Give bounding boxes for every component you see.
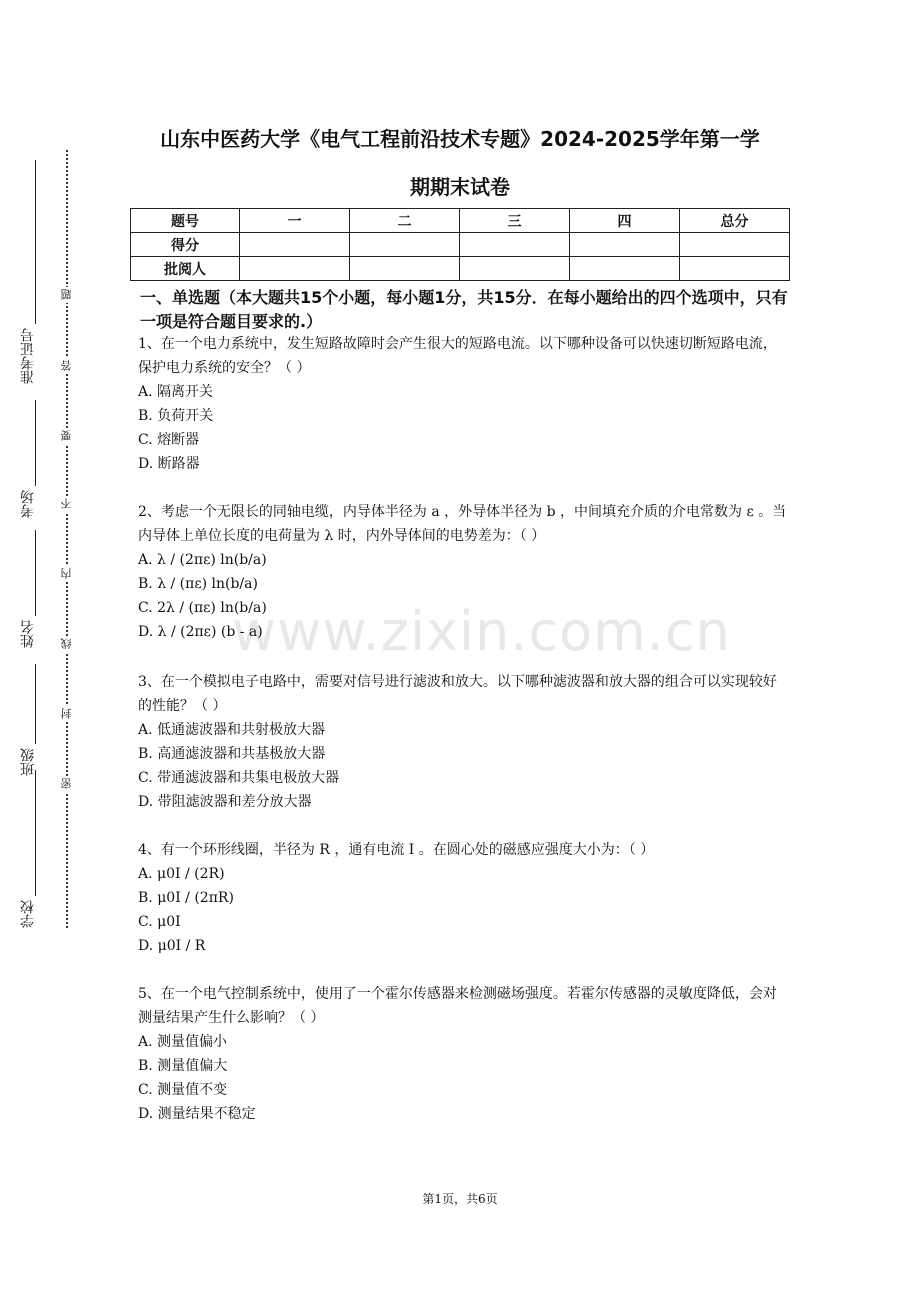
- margin-underline-exam-room: [35, 400, 36, 486]
- option-d: D. λ / (2πε) (b - a): [138, 624, 263, 640]
- margin-underline-school: [35, 770, 36, 896]
- margin-label-ticket-number: 准考证号: [20, 328, 36, 384]
- option-a: A. 隔离开关: [138, 384, 214, 400]
- dotted-word: 内: [59, 566, 75, 582]
- exam-title-line-2: 期期末试卷: [410, 175, 510, 199]
- question-text: 5、在一个电气控制系统中，使用了一个霍尔传感器来检测磁场强度。若霍尔传感器的灵敏度降低，会对测量结果产生什么影响？（ ）: [138, 986, 777, 1026]
- dotted-word: 答: [59, 358, 75, 374]
- margin-label-class: 班级: [20, 748, 36, 776]
- option-c: C. 2λ / (πε) ln(b/a): [138, 600, 267, 616]
- margin-underline-ticket-number: [35, 160, 36, 324]
- option-d: D. μ0I / R: [138, 938, 206, 954]
- score-table-header-cell: 二: [350, 209, 460, 233]
- margin-label-exam-room: 考场: [20, 490, 36, 518]
- question-1: [138, 332, 788, 476]
- binding-dotted-line: [66, 150, 68, 928]
- option-a: A. λ / (2πε) ln(b/a): [138, 552, 267, 568]
- score-table-header-cell: 题号: [131, 209, 240, 233]
- option-c: C. μ0I: [138, 914, 181, 930]
- score-table-header-row: [131, 209, 790, 233]
- score-cell: [350, 233, 460, 257]
- binding-margin: [0, 0, 60, 1302]
- question-text: 4、有一个环形线圈，半径为 R ，通有电流 I 。在圆心处的磁感应强度大小为：（ ）: [138, 842, 655, 858]
- score-cell: [570, 233, 680, 257]
- score-table-header-cell: 总分: [680, 209, 790, 233]
- margin-underline-name: [35, 530, 36, 616]
- option-d: D. 断路器: [138, 456, 200, 472]
- option-b: B. μ0I / (2πR): [138, 890, 234, 906]
- option-c: C. 带通滤波器和共集电极放大器: [138, 770, 340, 786]
- page-number: 第1页，共6页: [422, 1192, 498, 1206]
- score-table-row-label: 得分: [131, 233, 240, 257]
- dotted-word: 线: [59, 636, 75, 652]
- dotted-word: 题: [59, 287, 75, 303]
- option-a: A. 测量值偏小: [138, 1034, 228, 1050]
- option-b: B. λ / (πε) ln(b/a): [138, 576, 258, 592]
- grader-cell: [680, 257, 790, 281]
- question-text: 2、考虑一个无限长的同轴电缆，内导体半径为 a ，外导体半径为 b ，中间填充介质的介电常数为 ε 。当内导体上单位长度的电荷量为 λ 时，内外导体间的电势差为：（ ）: [138, 504, 787, 544]
- watermark-text: www.zixin.com.cn: [232, 600, 731, 663]
- option-b: B. 负荷开关: [138, 408, 214, 424]
- score-table-row-score: [131, 233, 790, 257]
- grader-cell: [460, 257, 570, 281]
- margin-label-school: 学校: [20, 900, 36, 928]
- score-table-row-label: 批阅人: [131, 257, 240, 281]
- option-d: D. 带阻滤波器和差分放大器: [138, 794, 312, 810]
- question-4: [138, 838, 788, 958]
- question-text: 3、在一个模拟电子电路中，需要对信号进行滤波和放大。以下哪种滤波器和放大器的组合可以实现较好的性能？（ ）: [138, 674, 777, 714]
- dotted-word: 封: [59, 706, 75, 722]
- dotted-word: 要: [59, 428, 75, 444]
- score-table-header-cell: 四: [570, 209, 680, 233]
- score-cell: [460, 233, 570, 257]
- score-table-header-cell: 一: [240, 209, 350, 233]
- score-cell: [240, 233, 350, 257]
- option-c: C. 测量值不变: [138, 1082, 228, 1098]
- grader-cell: [240, 257, 350, 281]
- score-table-row-grader: [131, 257, 790, 281]
- dotted-word: 不: [59, 496, 75, 512]
- question-text: 1、在一个电力系统中，发生短路故障时会产生很大的短路电流。以下哪种设备可以快速切断短路电流，保护电力系统的安全？（ ）: [138, 336, 777, 376]
- option-b: B. 高通滤波器和共基极放大器: [138, 746, 326, 762]
- question-5: [138, 982, 788, 1126]
- option-b: B. 测量值偏大: [138, 1058, 228, 1074]
- option-a: A. 低通滤波器和共射极放大器: [138, 722, 326, 738]
- option-c: C. 熔断器: [138, 432, 200, 448]
- exam-title-line-1: 山东中医药大学《电气工程前沿技术专题》2024-2025学年第一学: [160, 127, 760, 151]
- option-d: D. 测量结果不稳定: [138, 1106, 256, 1122]
- score-table-header-cell: 三: [460, 209, 570, 233]
- grader-cell: [350, 257, 460, 281]
- margin-label-name: 姓名: [20, 620, 36, 648]
- grader-cell: [570, 257, 680, 281]
- question-3: [138, 670, 788, 814]
- option-a: A. μ0I / (2R): [138, 866, 225, 882]
- margin-underline-class: [35, 664, 36, 744]
- section-heading: 一、单选题（本大题共15个小题，每小题1分，共15分．在每小题给出的四个选项中，只有一项是符合题目要求的.）: [140, 288, 788, 331]
- score-cell: [680, 233, 790, 257]
- score-table: [130, 208, 790, 281]
- dotted-word: 密: [59, 776, 75, 792]
